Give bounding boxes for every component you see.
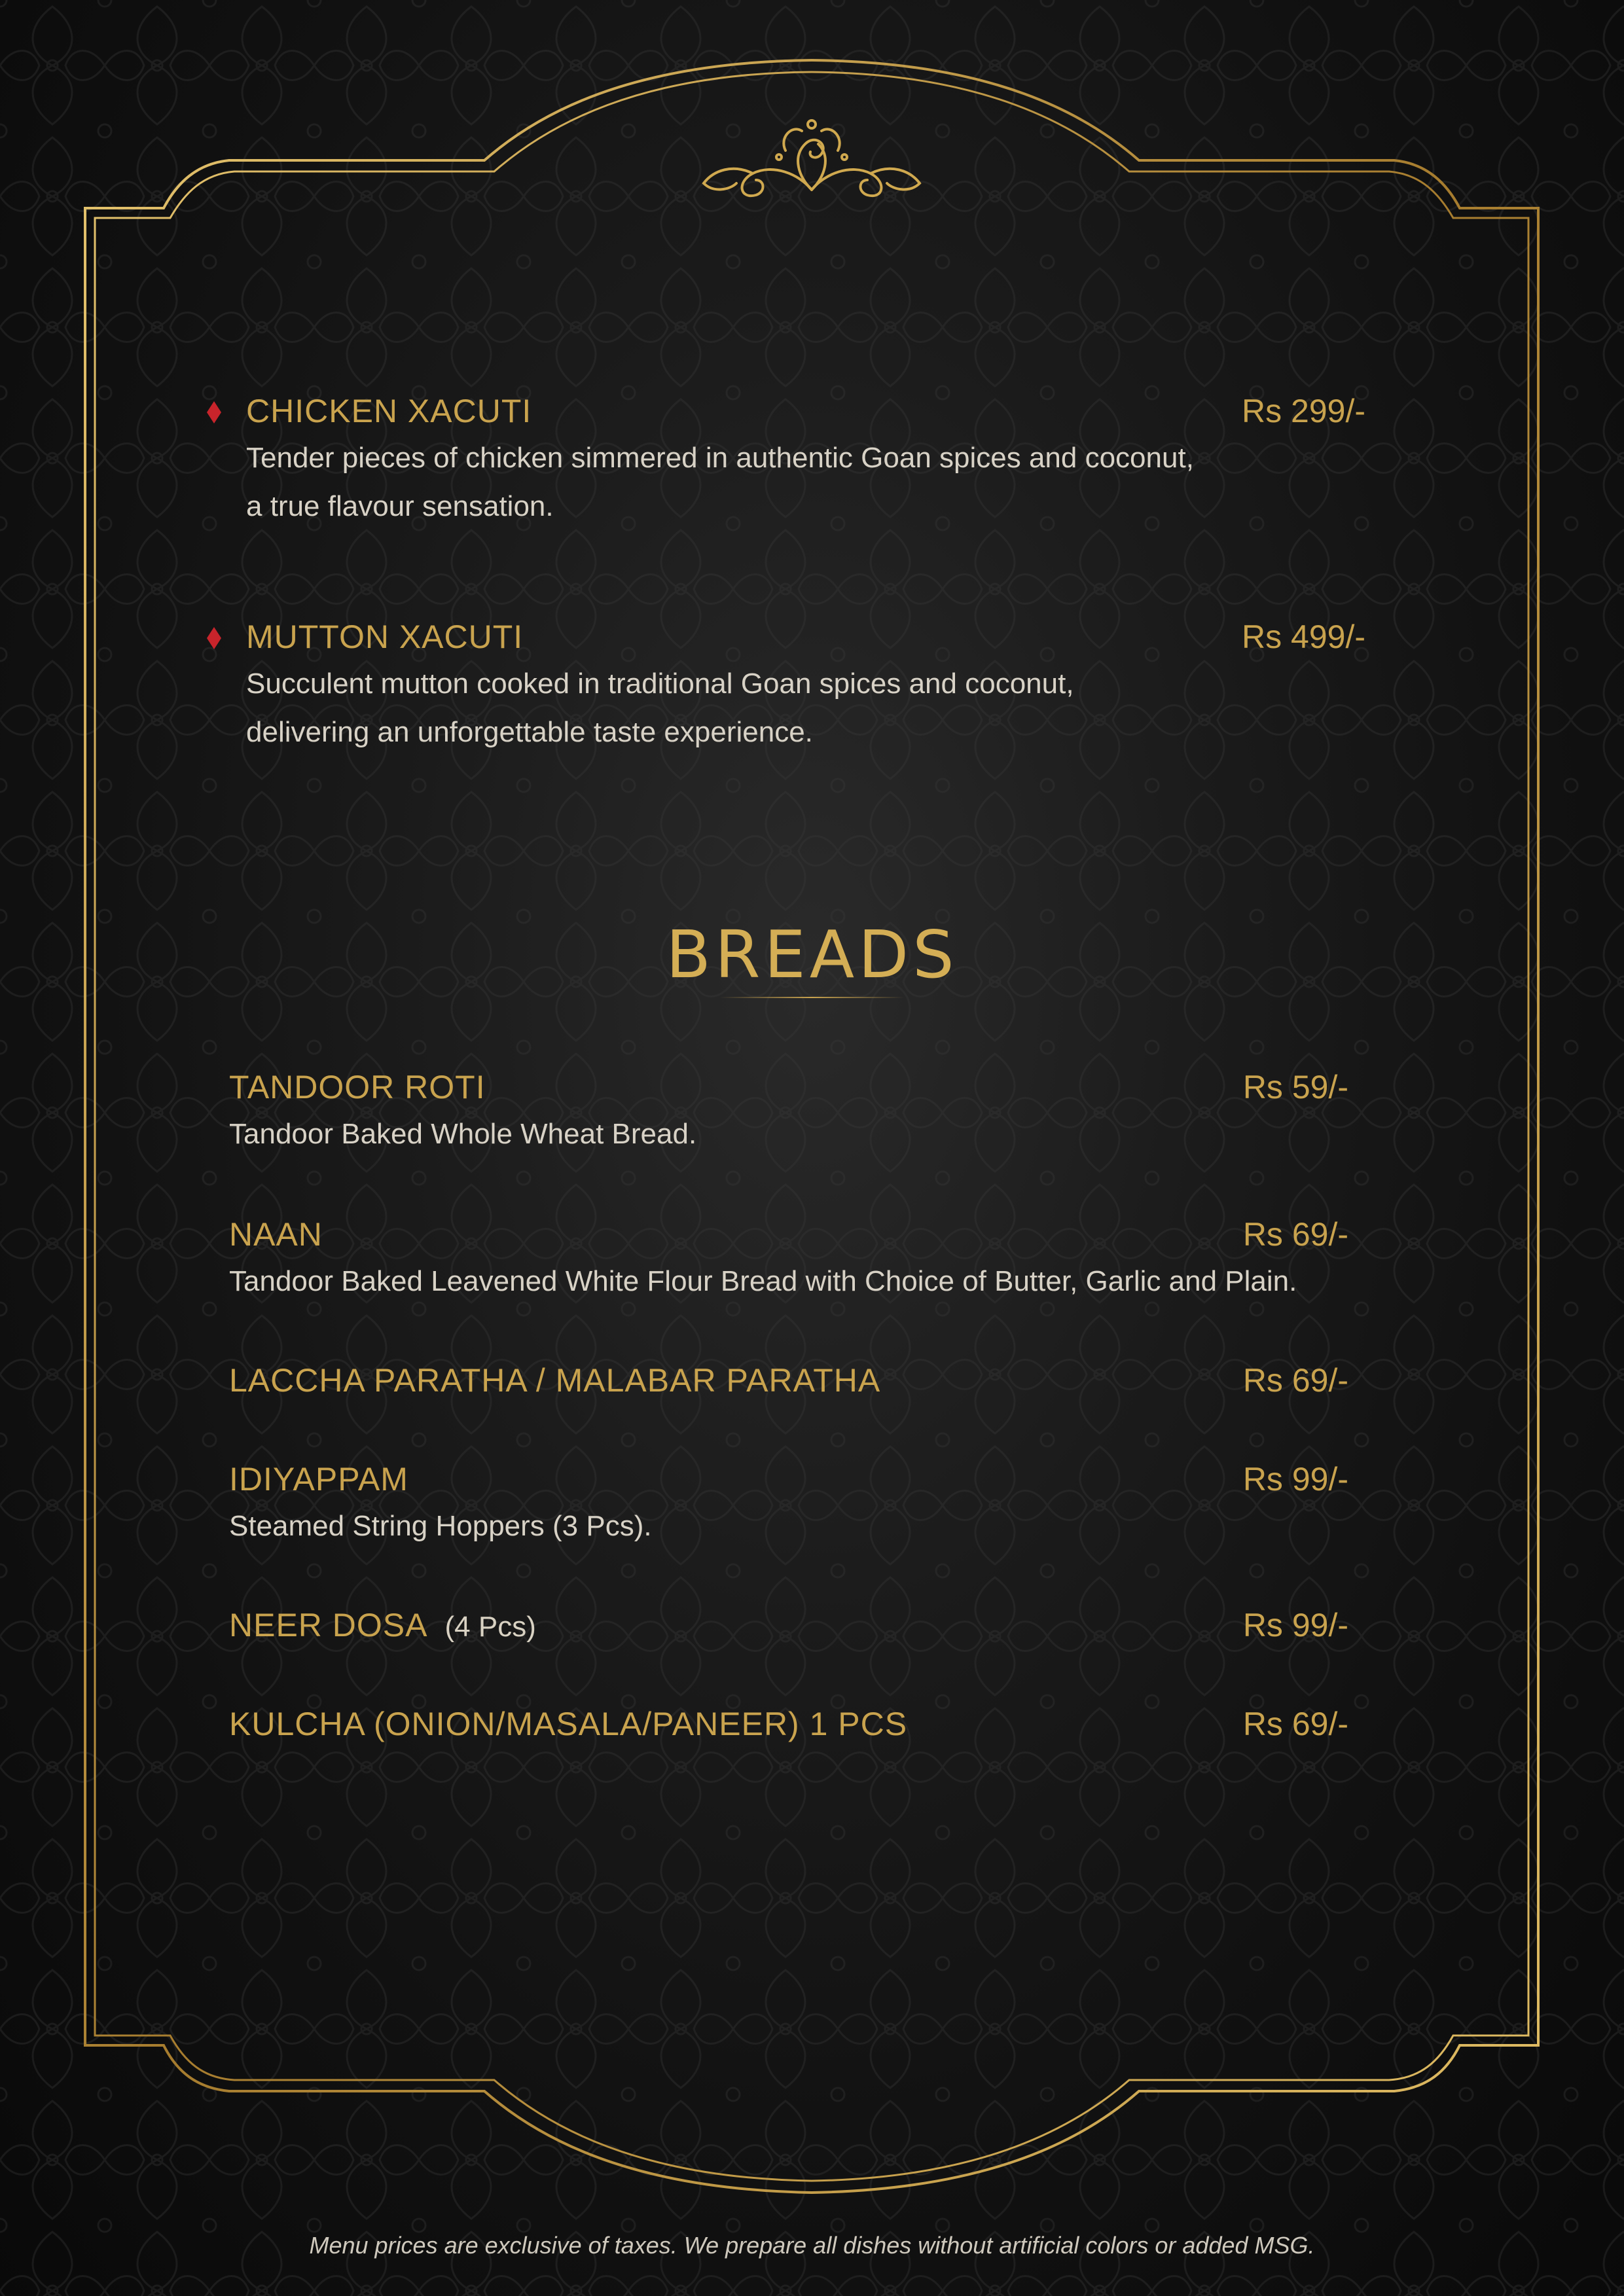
diamond-icon: [207, 401, 221, 423]
footer-note: Menu prices are exclusive of taxes. We prepare all dishes without artificial colors or added MSG.: [309, 2232, 1315, 2259]
item-name: LACCHA PARATHA / MALABAR PARATHA: [229, 1362, 881, 1399]
menu-item-chicken-xacuti: [246, 391, 1365, 531]
item-price: Rs 69/-: [1242, 1362, 1348, 1399]
item-description-line: Succulent mutton cooked in traditional Goan spices and coconut,: [246, 668, 1074, 700]
item-price: Rs 59/-: [1242, 1069, 1348, 1105]
item-name: KULCHA (ONION/MASALA/PANEER) 1 PCS: [229, 1706, 908, 1742]
item-price: Rs 99/-: [1242, 1461, 1348, 1498]
item-description-line: delivering an unforgettable taste experience.: [246, 716, 813, 748]
scroll-ornament-icon: [700, 111, 923, 200]
item-description: Tandoor Baked Whole Wheat Bread.: [229, 1118, 697, 1150]
menu-item-laccha-paratha: [229, 1360, 1348, 1401]
item-name: CHICKEN XACUTI: [246, 393, 532, 429]
item-price: Rs 299/-: [1242, 393, 1365, 429]
diamond-icon: [207, 627, 221, 649]
item-name: MUTTON XACUTI: [246, 619, 524, 655]
item-quantity: (4 Pcs): [444, 1611, 536, 1643]
section-title-breads: BREADS: [666, 916, 958, 993]
item-price: Rs 69/-: [1242, 1216, 1348, 1253]
item-price: Rs 499/-: [1242, 619, 1365, 655]
item-price: Rs 69/-: [1242, 1706, 1348, 1742]
item-description-line: Tender pieces of chicken simmered in authentic Goan spices and coconut,: [246, 442, 1194, 474]
section-divider: [720, 997, 904, 998]
item-price: Rs 99/-: [1242, 1607, 1348, 1643]
item-name: [229, 1605, 1348, 1647]
item-description-line: a true flavour sensation.: [246, 490, 554, 522]
item-name: IDIYAPPAM: [229, 1461, 408, 1498]
menu-item-neer-dosa: [229, 1605, 1348, 1647]
menu-item-naan: [229, 1214, 1348, 1306]
item-name: NAAN: [229, 1216, 323, 1253]
item-name: TANDOOR ROTI: [229, 1069, 486, 1105]
item-description: Steamed String Hoppers (3 Pcs).: [229, 1510, 652, 1542]
menu-item-idiyappam: [229, 1459, 1348, 1551]
menu-item-mutton-xacuti: [246, 617, 1365, 757]
item-description: Tandoor Baked Leavened White Flour Bread with Choice of Butter, Garlic and Plain.: [229, 1265, 1297, 1297]
item-name-text: NEER DOSA: [229, 1607, 428, 1643]
menu-item-tandoor-roti: [229, 1067, 1348, 1158]
menu-item-kulcha: [229, 1704, 1348, 1744]
